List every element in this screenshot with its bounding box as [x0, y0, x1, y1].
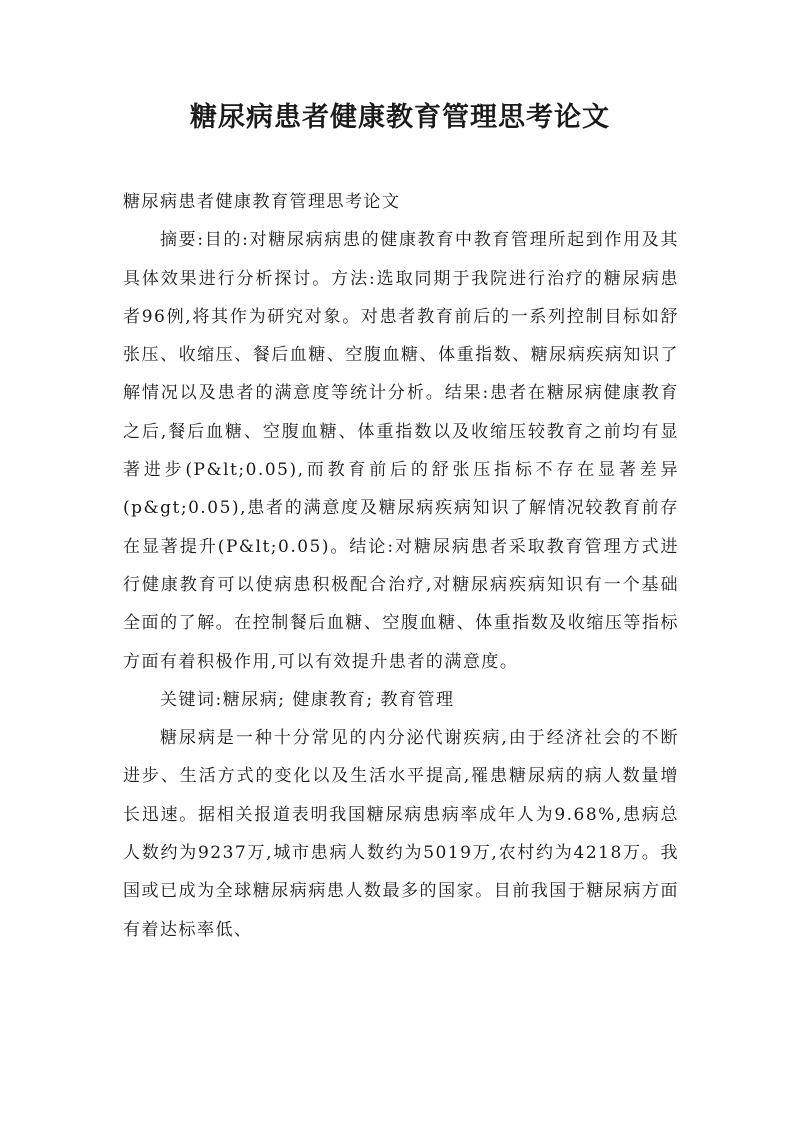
keywords-line: 关键词:糖尿病; 健康教育; 教育管理	[160, 689, 455, 710]
document-title: 糖尿病患者健康教育管理思考论文	[190, 102, 610, 133]
document-subtitle: 糖尿病患者健康教育管理思考论文	[123, 192, 401, 212]
document-body	[123, 183, 679, 949]
body-paragraph: 糖尿病是一种十分常见的内分泌代谢疾病,由于经济社会的不断进步、生活方式的变化以及生活水平提高,罹患糖尿病的病人数量增长迅速。据相关报道表明我国糖尿病患病率成年人为9.68%,患病总人数约为9237万,城市患病人数约为5019万,农村约为4218万。我国或已成为全球糖尿病病患人数最多的国家。目前我国于糖尿病方面有着达标率低、	[123, 728, 679, 940]
abstract-paragraph: 摘要:目的:对糖尿病病患的健康教育中教育管理所起到作用及其具体效果进行分析探讨。方法:选取同期于我院进行治疗的糖尿病患者96例,将其作为研究对象。对患者教育前后的一系列控制目标如舒张压、收缩压、餐后血糖、空腹血糖、体重指数、糖尿病疾病知识了解情况以及患者的满意度等统计分析。结果:患者在糖尿病健康教育之后,餐后血糖、空腹血糖、体重指数以及收缩压较教育之前均有显著进步(P&lt;0.05),而教育前后的舒张压指标不存在显著差异(p&gt;0.05),患者的满意度及糖尿病疾病知识了解情况较教育前存在显著提升(P&lt;0.05)。结论:对糖尿病患者采取教育管理方式进行健康教育可以使病患积极配合治疗,对糖尿病疾病知识有一个基础全面的了解。在控制餐后血糖、空腹血糖、体重指数及收缩压等指标方面有着积极作用,可以有效提升患者的满意度。	[123, 230, 679, 672]
